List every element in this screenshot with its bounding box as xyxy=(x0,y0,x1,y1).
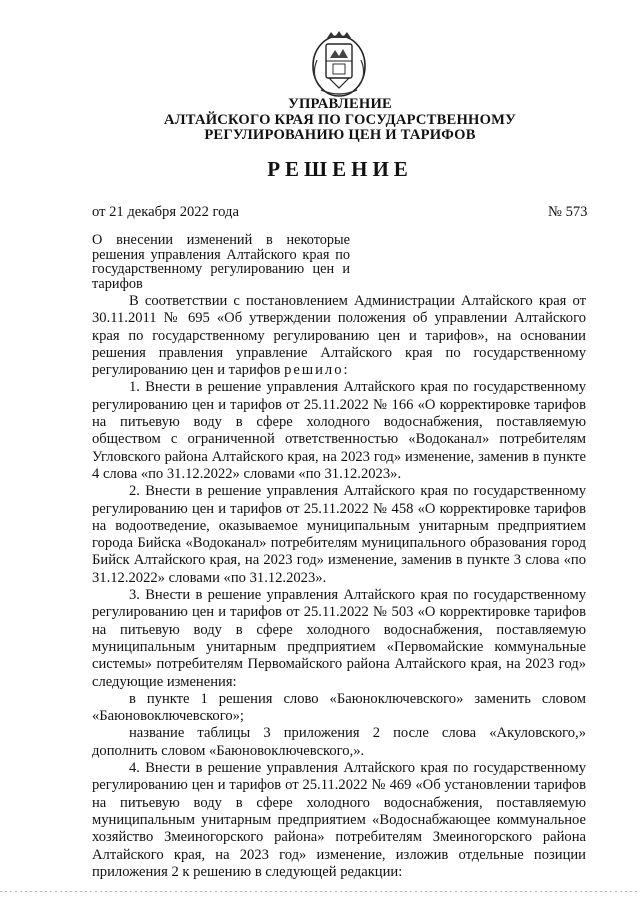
decided-word: решило xyxy=(284,362,344,379)
document-number: № 573 xyxy=(548,204,588,220)
document-body xyxy=(92,293,586,881)
document-subject: О внесении изменений в некоторые решения управления Алтайского края по государственному регулированию цен и тарифов xyxy=(92,232,350,292)
preamble-text: В соответствии с постановлением Администрации Алтайского края от 30.11.2011 № 695 «Об утверждении положения об управлении Алтайского края по государственному регулированию цен и тарифов», на основании решения правления управление Алтайского края по государственному регулированию цен и тарифов xyxy=(92,293,586,379)
item-3-subparagraph-1: в пункте 1 решения слово «Баюноключевского» заменить словом «Баюновоключевского»; xyxy=(92,690,586,725)
item-1-paragraph: 1. Внести в решение управления Алтайского края по государственному регулированию цен и тарифов от 25.11.2022 № 166 «О корректировке тарифов на питьевую воду в сфере холодного водоснабжения, поставляемую обществом с ограниченной ответственностью «Водоканал» потребителям Угловского района Алтайского края, на 2023 год» изменение, заменив в пункте 4 слова «по 31.12.2022» словами «по 31.12.2023». xyxy=(92,379,586,482)
item-4-paragraph: 4. Внести в решение управления Алтайского края по государственному регулированию цен и тарифов от 25.11.2022 № 469 «Об установлении тарифов на питьевую воду в сфере холодного водоснабжения, поставляемую муниципальным унитарным предприятием «Водоснабжающее коммунальное хозяйство Змеиногорского района» потребителям Змеиногорского района Алтайского края, на 2023 год» изменение, изложив отдельные позиции приложения 2 к решению в следующей редакции: xyxy=(92,760,586,880)
item-3-paragraph: 3. Внести в решение управления Алтайского края по государственному регулированию цен и тарифов от 25.11.2022 № 503 «О корректировке тарифов на питьевую воду в сфере холодного водоснабжения, поставляемую муниципальным унитарным предприятием «Первомайские коммунальные системы» потребителям Первомайского района Алтайского края, на 2023 год» следующие изменения: xyxy=(92,587,586,690)
header-line-1: УПРАВЛЕНИЕ xyxy=(288,96,392,112)
document-title: РЕШЕНИЕ xyxy=(267,157,413,181)
scan-edge-line xyxy=(0,891,640,892)
item-3-subparagraph-2: название таблицы 3 приложения 2 после слова «Акуловского,» дополнить словом «Баюновоключевского,». xyxy=(92,725,586,759)
coat-of-arms-emblem xyxy=(303,28,375,100)
header-line-3: РЕГУЛИРОВАНИЮ ЦЕН И ТАРИФОВ xyxy=(204,127,476,143)
preamble-paragraph xyxy=(92,293,586,379)
preamble-colon: : xyxy=(343,362,348,379)
document-date: от 21 декабря 2022 года xyxy=(92,204,239,220)
issuer-header xyxy=(110,97,570,144)
header-line-2: АЛТАЙСКОГО КРАЯ ПО ГОСУДАРСТВЕННОМУ xyxy=(163,111,517,128)
item-2-paragraph: 2. Внести в решение управления Алтайского края по государственному регулированию цен и тарифов от 25.11.2022 № 458 «О корректировке тарифов на водоотведение, оказываемое муниципальным унитарным предприятием города Бийска «Водоканал» потребителям муниципального образования город Бийск Алтайского края, на 2023 год» изменение, заменив в пункте 3 слова «по 31.12.2022» словами «по 31.12.2023». xyxy=(92,483,586,586)
